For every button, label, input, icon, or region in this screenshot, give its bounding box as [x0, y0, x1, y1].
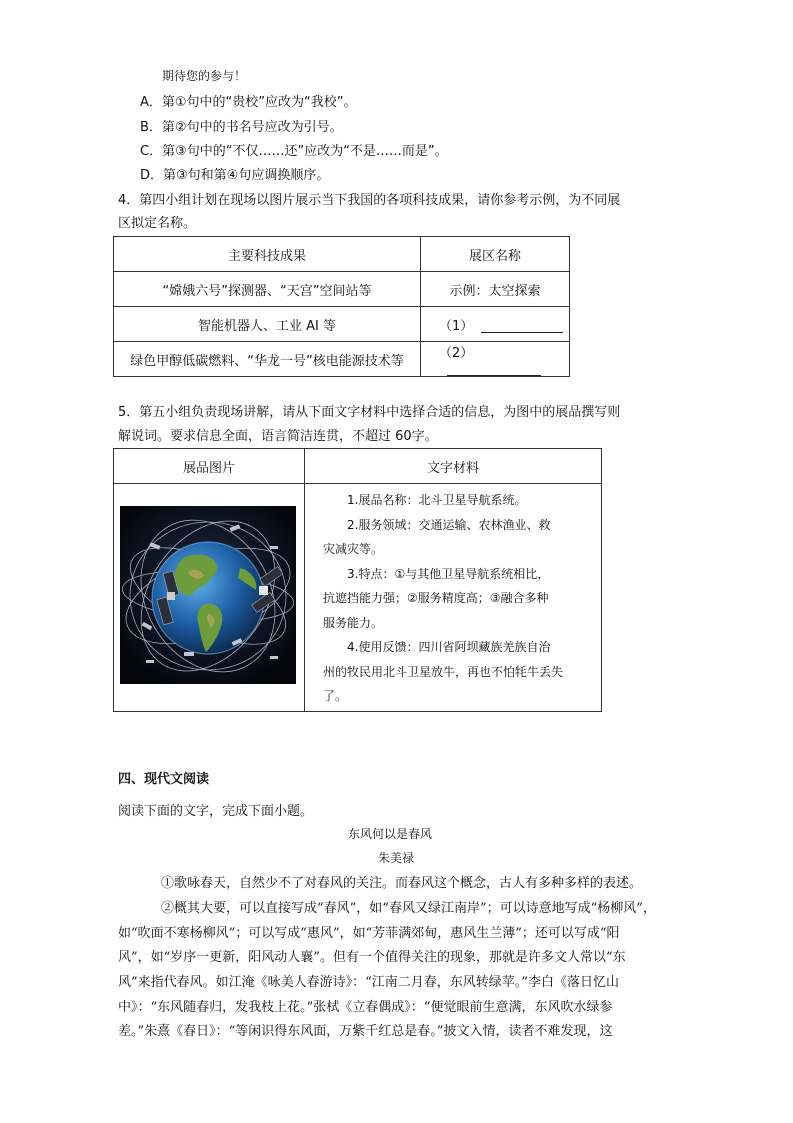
- essay-line: ②概其大要，可以直接写成“春风”，如“春风又绿江南岸”；可以诗意地写成“杨柳风”，: [161, 901, 656, 916]
- q4-row2-zone[interactable]: [421, 307, 570, 342]
- material-line: 州的牧民用北斗卫星放牛，再也不怕牦牛丢失: [323, 664, 564, 679]
- q4-stem-line1: 4．第四小组计划在现场以图片展示当下我国的各项科技成果，请你参考示例，为不同展: [118, 193, 621, 208]
- material-line: 抗遮挡能力强；②服务精度高；③融合多种: [323, 591, 549, 606]
- option-d: D．第③句和第④句应调换顺序。: [140, 168, 330, 183]
- essay-line: 中》：“东风随春归，发我枝上花。”张栻《立春偶成》：“便觉眼前生意满，东风吹水绿参: [118, 1000, 613, 1015]
- q4-blank2-line[interactable]: [447, 362, 541, 376]
- material-line: 了。: [323, 689, 348, 704]
- essay-line: 如“吹面不寒杨柳风”；可以写成“惠风”，如“芳菲满郊甸，惠风生兰薄”；还可以写成“阳: [118, 926, 620, 941]
- material-line: 服务能力。: [323, 615, 384, 630]
- option-b: B．第②句中的书名号应改为引号。: [140, 120, 343, 135]
- material-line: 1.展品名称：北斗卫星导航系统。: [347, 493, 527, 508]
- q4-header-zone-name: 展区名称: [421, 237, 570, 272]
- q4-stem-line2: 区拟定名称。: [118, 216, 197, 231]
- q5-header-image: 展品图片: [114, 449, 305, 484]
- essay-line: 风”来指代春风。如江淹《咏美人春游诗》：“江南二月春，东风转绿苹。”李白《落日忆山: [118, 975, 619, 990]
- section-instruction: 阅读下面的文字，完成下面小题。: [118, 804, 314, 819]
- q4-header-achievements: 主要科技成果: [114, 237, 421, 272]
- essay-line: 风”，如“岁序一更新，阳风动人襄”。但有一个值得关注的现象，那就是许多文人常以“东: [118, 950, 626, 965]
- q4-row3-zone[interactable]: [421, 342, 570, 377]
- q5-stem-line2: 解说词。要求信息全面，语言简洁连贯，不超过 60字。: [118, 429, 438, 444]
- material-line: 灾减灾等。: [323, 542, 384, 557]
- q4-table: [113, 236, 570, 377]
- q4-row2-achievement: 智能机器人、工业 AI 等: [114, 307, 421, 342]
- material-line: 3.特点：①与其他卫星导航系统相比，: [347, 566, 550, 581]
- q5-header-material: 文字材料: [305, 449, 602, 484]
- essay-line: 差。”朱熹《春日》：“等闲识得东风面，万紫千红总是春。”披文入情，读者不难发现，这: [118, 1024, 613, 1039]
- q4-blank2-label: （2）: [439, 346, 474, 361]
- section-heading: 四、现代文阅读: [118, 772, 210, 787]
- q5-material-cell: [305, 484, 602, 712]
- q4-row1-achievement: “嫦娥六号”探测器、“天宫”空间站等: [114, 272, 421, 307]
- q5-stem-line1: 5．第五小组负责现场讲解，请从下面文字材料中选择合适的信息，为图中的展品撰写则: [118, 405, 621, 420]
- earth-orbit-illustration: [120, 506, 296, 684]
- intro-line: 期待您的参与！: [162, 69, 247, 83]
- material-line: 4.使用反馈：四川省阿坝藏族羌族自治: [347, 640, 551, 655]
- option-a: A．第①句中的“贵校”应改为“我校”。: [140, 95, 357, 110]
- q4-row1-zone: 示例：太空探索: [421, 272, 570, 307]
- material-line: 2.服务领域：交通运输、农林渔业、救: [347, 517, 551, 532]
- satellite-earth-image: [120, 506, 296, 684]
- q4-blank1-line[interactable]: [481, 319, 563, 333]
- essay-line: ①歌咏春天，自然少不了对春风的关注。而春风这个概念，古人有多种多样的表述。: [161, 876, 643, 891]
- option-c: C．第③句中的“不仅……还”应改为“不是……而是”。: [140, 144, 448, 159]
- q4-row3-achievement: 绿色甲醇低碳燃料、“华龙一号”核电能源技术等: [114, 342, 421, 377]
- essay-title: 东风何以是春风: [348, 827, 433, 841]
- q4-blank1-label: （1）: [439, 318, 474, 334]
- essay-author: 朱美禄: [378, 851, 415, 865]
